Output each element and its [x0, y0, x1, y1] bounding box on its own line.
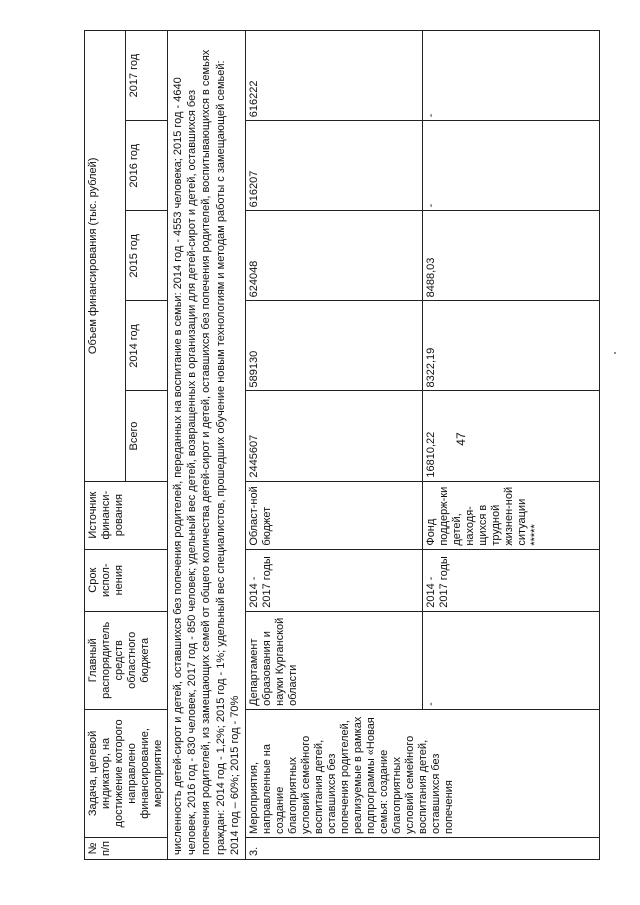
row-2015-2: 8488,03 [423, 211, 600, 301]
stray-dot [614, 352, 616, 354]
row-source-1: Област-ной бюджет [246, 481, 423, 549]
header-2016: 2016 год [126, 121, 167, 211]
row-source-2: Фонд поддерж-ки детей, находя-щихся в трудной жизнен-ной ситуации ***** [423, 481, 600, 549]
row-task: Мероприятия, направленные на создание благоприятных условий семейного воспитания детей, оставшихся без попечения родителей, реализуемые в рамках подпрограммы «Новая семья: создание благоприятных условий семейного воспитания детей, оставшихся без попечения [246, 709, 600, 837]
header-task: Задача, целевой индикатор, на достижение которого направлено финансирование, мероприятие [85, 709, 168, 837]
row-distributor-1: Департамент образования и науки Курганской области [246, 611, 423, 709]
row-2017-1: 616222 [246, 31, 423, 121]
page-number: 47 [454, 432, 468, 446]
header-distributor: Главный распорядитель средств областного бюджета [85, 611, 168, 709]
row-total-1: 2445607 [246, 391, 423, 481]
row-term-2: 2014 - 2017 годы [423, 549, 600, 611]
header-2014: 2014 год [126, 301, 167, 391]
row-2016-2: - [423, 121, 600, 211]
row-term-1: 2014 - 2017 годы [246, 549, 423, 611]
header-total: Всего [126, 391, 167, 481]
financing-table [84, 30, 600, 860]
row-2017-2: - [423, 31, 600, 121]
header-source: Источник финанси-рования [85, 481, 168, 549]
row-2016-1: 616207 [246, 121, 423, 211]
header-no: № п/п [85, 837, 168, 859]
header-volume: Объем финансирования (тыс. рублей) [85, 31, 126, 482]
header-2017: 2017 год [126, 31, 167, 121]
row-distributor-2: - [423, 611, 600, 709]
row-2014-2: 8322,19 [423, 301, 600, 391]
row-total-2: 16810,22 [423, 391, 600, 481]
indicators-text: численность детей-сирот и детей, оставшихся без попечения родителей, переданных на воспитание в семьи: 2014 год - 4553 человека; 2015 год - 4640 человек, 2016 год - 830 человек, 2017 год - 850 человек; удельный вес детей, возвращенных в организации для детей-сирот и детей, оставшихся без попечения родителей, из замещающих семей от общего количества детей-сирот и детей, оставшихся без попечения родителей, воспитывающихся в семьях граждан: 2014 год - 1,2%; 2015 год - 1%; удельный вес специалистов, прошедших обучение новым технологиям и методам работы с замещающей семьей: 2014 год – 60%; 2015 год - 70% [167, 31, 245, 860]
row-2014-1: 589130 [246, 301, 423, 391]
row-no: 3. [246, 837, 600, 859]
header-2015: 2015 год [126, 211, 167, 301]
header-term: Срок испол-нения [85, 549, 168, 611]
row-2015-1: 624048 [246, 211, 423, 301]
